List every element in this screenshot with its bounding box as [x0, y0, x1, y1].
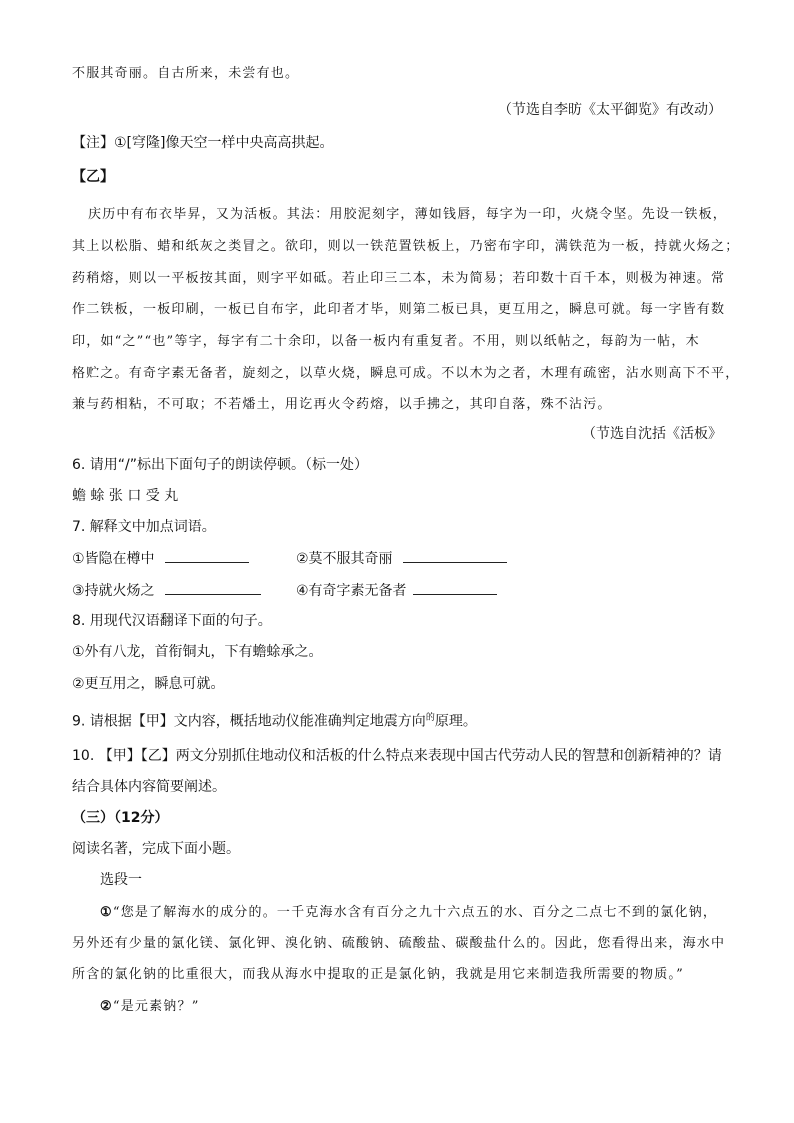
excerpt-line: 所含的氯化钠的比重很大，而我从海水中提取的正是氯化钠，我就是用它来制造我所需要的物质。”	[72, 967, 684, 982]
q7-item-label: ①皆隐在樽中	[72, 551, 155, 567]
passage-b-line: 作二铁板，一板印刷，一板已自布字，此印者才毕，则第二板已具，更互用之，瞬息可就。每一字皆有数	[72, 302, 726, 317]
q7-item-2	[296, 548, 507, 568]
passage-b-line: 印，如“之”“也”等字，每字有二十余印，以备一板内有重复者。不用，则以纸帖之，每韵为一帖，木	[72, 334, 700, 349]
excerpt-line: 另外还有少量的氯化镁、氯化钾、溴化钠、硫酸钠、硫酸盐、碳酸盐什么的。因此，您看得出来，海水中	[72, 936, 726, 951]
answer-blank[interactable]	[165, 580, 261, 595]
paragraph-number: ①	[100, 905, 113, 920]
paragraph-number: ②	[100, 999, 113, 1014]
answer-blank[interactable]	[403, 548, 507, 563]
q7-item-3	[72, 580, 261, 600]
question-8: 8. 用现代汉语翻译下面的句子。	[72, 613, 272, 629]
reading-instruction: 阅读名著，完成下面小题。	[72, 841, 240, 857]
q6-sentence: 蟾 蜍 张 口 受 丸	[72, 488, 179, 504]
excerpt-text: “是元素钠？”	[112, 999, 200, 1014]
passage-b-line: 其上以松脂、蜡和纸灰之类冒之。欲印，则以一铁范置铁板上，乃密布字印，满铁范为一板，持就火炀之；	[72, 239, 740, 254]
question-10-line-1: 10. 【甲】【乙】两文分别抓住地动仪和活板的什么特点来表现中国古代劳动人民的智慧和创新精神的？请	[72, 748, 722, 764]
passage-b-line: 格贮之。有奇字素无备者，旋刻之，以草火烧，瞬息可成。不以木为之者，木理有疏密，沾水则高下不平，	[72, 366, 740, 381]
excerpt-line	[100, 995, 200, 1014]
answer-blank[interactable]	[165, 548, 249, 563]
source-b: （节选自沈括《活板》	[582, 426, 722, 442]
question-6: 6. 请用“/”标出下面句子的朗读停顿。（标一处）	[72, 457, 369, 473]
passage-b-label: 【乙】	[72, 169, 114, 185]
excerpt-text: “您是了解海水的成分的。一千克海水含有百分之九十六点五的水、百分之二点七不到的氯化钠，	[112, 905, 718, 920]
q8-item-1: ①外有八龙，首衔铜丸，下有蟾蜍承之。	[72, 644, 323, 660]
excerpt-line	[100, 901, 717, 920]
q7-item-label: ③持就火炀之	[72, 583, 155, 599]
passage-b-line: 兼与药相粘，不可取；不若燔土，用讫再火令药熔，以手拂之，其印自落，殊不沾污。	[72, 397, 612, 412]
passage-a-end: 不服其奇丽。自古所来，未尝有也。	[72, 66, 300, 81]
section-3-heading: （三）（12分）	[72, 810, 169, 826]
q9-prefix: 9. 请根据【甲】文内容，概括地动仪能准确判定地震方向	[72, 713, 426, 730]
annotation-note: 【注】①[穹隆]像天空一样中央高高拱起。	[72, 135, 334, 151]
passage-b-line: 药稍熔，则以一平板按其面，则字平如砥。若止印三二本，未为简易；若印数十百千本，则极为神速。常	[72, 271, 726, 286]
passage-b-line: 庆历中有布衣毕昇，又为活板。其法：用胶泥刻字，薄如钱唇，每字为一印，火烧令坚。先设一铁板，	[88, 207, 728, 222]
question-7: 7. 解释文中加点词语。	[72, 519, 216, 535]
q7-item-label: ④有奇字素无备者	[296, 583, 407, 599]
q9-dot-char: 的	[425, 713, 435, 723]
q7-item-1	[72, 548, 249, 568]
source-a: （节选自李昉《太平御览》有改动）	[498, 102, 722, 118]
q8-item-2: ②更互用之，瞬息可就。	[72, 676, 225, 692]
q9-suffix: 原理。	[434, 713, 477, 730]
q7-item-label: ②莫不服其奇丽	[296, 551, 393, 567]
question-9	[72, 710, 477, 731]
question-10-line-2: 结合具体内容简要阐述。	[72, 779, 226, 795]
answer-blank[interactable]	[413, 580, 497, 595]
q7-item-4	[296, 580, 497, 600]
excerpt-label: 选段一	[100, 872, 142, 888]
